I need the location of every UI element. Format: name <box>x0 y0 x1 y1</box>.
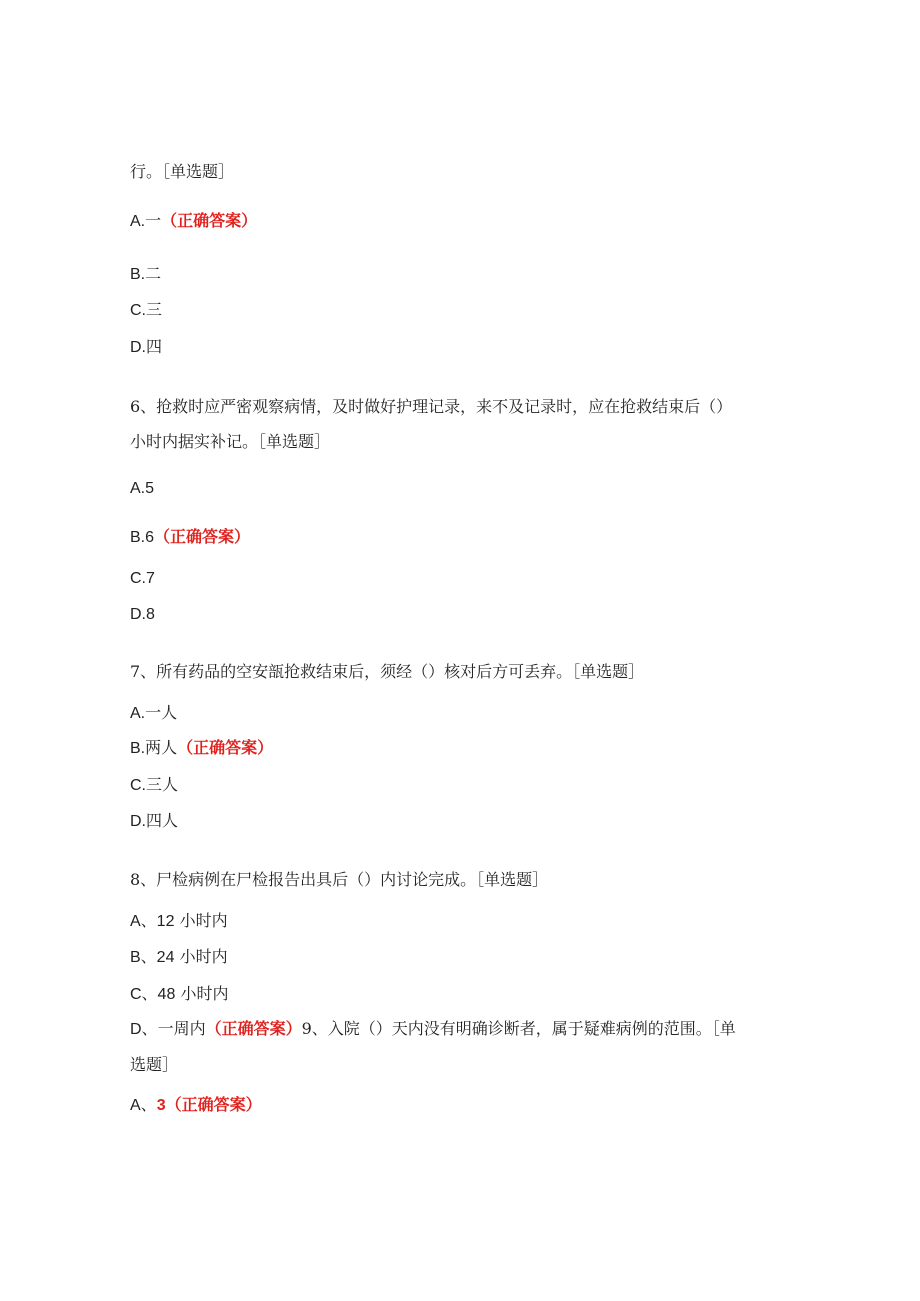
option-label: A. <box>130 213 146 230</box>
option-label: A.5 <box>130 480 155 497</box>
q8-option-a <box>130 911 228 932</box>
option-text: 四 <box>146 337 163 356</box>
option-label: A、 <box>130 1097 157 1114</box>
q7-option-c <box>130 775 178 796</box>
option-text: 三 <box>146 300 163 319</box>
option-text: 两人 <box>145 738 178 757</box>
correct-answer-mark: （正确答案） <box>154 527 251 546</box>
option-text: 三人 <box>146 775 179 794</box>
q6-option-c <box>130 569 155 589</box>
option-label: B、24 <box>130 949 175 966</box>
q5-option-d <box>130 337 162 358</box>
option-text: 一周内 <box>157 1019 206 1038</box>
q5-option-a <box>130 211 257 232</box>
option-label: B. <box>130 740 146 757</box>
q6-stem-line2: 小时内据实补记。［单选题］ <box>130 432 331 451</box>
option-text: 小时内 <box>175 984 229 1003</box>
option-text: 二 <box>145 264 162 283</box>
option-text: 一人 <box>145 703 178 722</box>
option-label: C.7 <box>130 570 155 587</box>
q8-stem: 8、尸检病例在尸检报告出具后（）内讨论完成。［单选题］ <box>130 870 549 889</box>
option-label: C. <box>130 777 146 794</box>
option-label: D. <box>130 813 146 830</box>
q8-option-c <box>130 984 228 1005</box>
option-label: C、48 <box>130 986 176 1003</box>
correct-answer-mark: （正确答案） <box>161 211 258 230</box>
option-label: D、 <box>130 1021 158 1038</box>
correct-answer-mark: （正确答案） <box>177 738 274 757</box>
correct-answer-mark: （正确答案） <box>205 1019 302 1038</box>
q6-option-a <box>130 479 154 499</box>
q9-stem-line2: 选题］ <box>130 1055 179 1074</box>
q6-option-d <box>130 605 155 625</box>
option-label: C. <box>130 302 146 319</box>
q5-option-c <box>130 300 162 321</box>
q5-stem-tail: 行。［单选题］ <box>130 162 235 181</box>
option-value: 3 <box>156 1097 166 1114</box>
q7-option-a <box>130 703 177 724</box>
q7-stem: 7、所有药品的空安瓿抢救结束后，须经（）核对后方可丢弃。［单选题］ <box>130 662 645 681</box>
option-label: B.6 <box>130 529 155 546</box>
option-text: 四人 <box>146 811 179 830</box>
correct-answer-mark: （正确答案） <box>165 1095 262 1114</box>
option-label: B. <box>130 266 146 283</box>
option-text: 一 <box>145 211 162 230</box>
q8-option-d-and-q9-stem <box>130 1019 736 1040</box>
option-label: A. <box>130 705 146 722</box>
q6-option-b <box>130 527 250 548</box>
q6-stem-line1: 6、抢救时应严密观察病情，及时做好护理记录，来不及记录时，应在抢救结束后（） <box>130 397 733 416</box>
option-text: 小时内 <box>174 947 228 966</box>
q8-option-b <box>130 947 228 968</box>
q5-option-b <box>130 264 161 285</box>
q9-stem-line1: 9、入院（）天内没有明确诊断者，属于疑难病例的范围。［单 <box>301 1019 736 1038</box>
option-text: 小时内 <box>174 911 228 930</box>
option-label: D.8 <box>130 606 155 623</box>
option-label: D. <box>130 339 146 356</box>
q7-option-b <box>130 738 273 759</box>
q9-option-a <box>130 1095 262 1116</box>
q7-option-d <box>130 811 178 832</box>
option-label: A、12 <box>130 913 175 930</box>
